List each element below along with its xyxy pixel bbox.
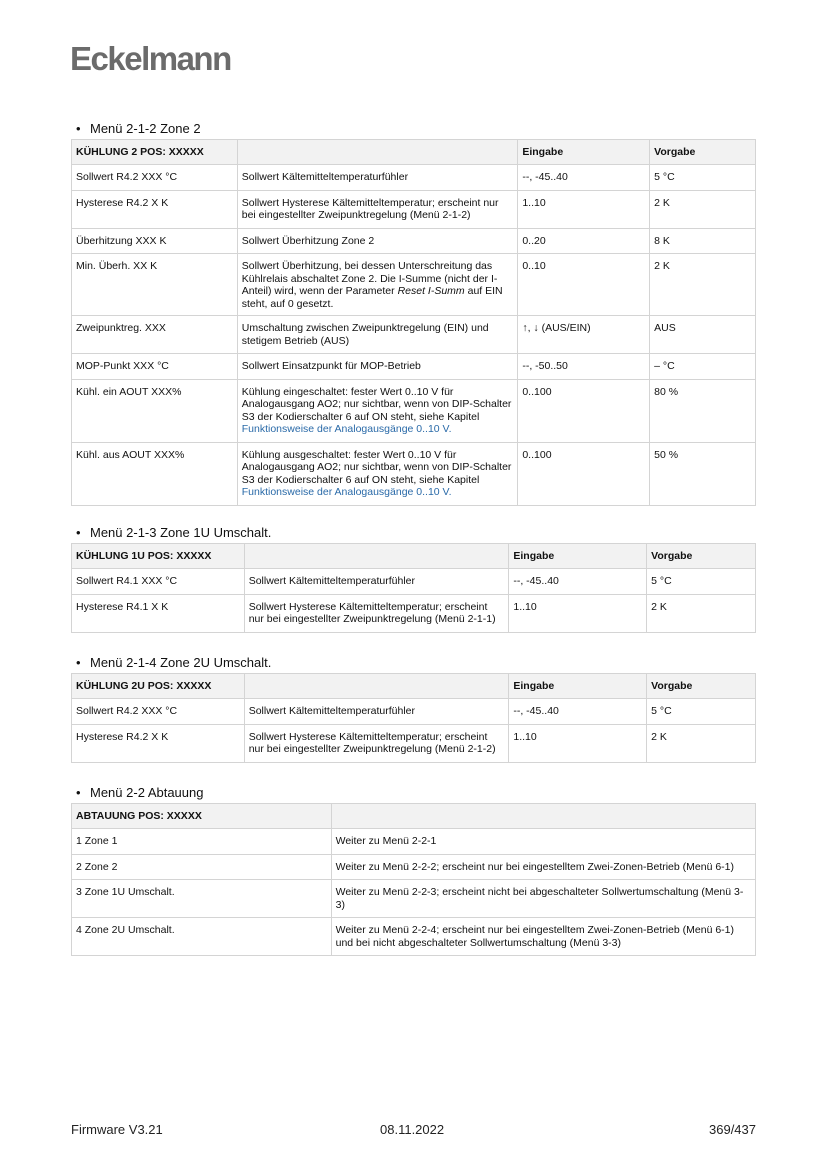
- cell: Sollwert Hysterese Kältemitteltemperatur; erscheint nur bei eingestellter Zweipunktregelung (Menü 2-1-1): [244, 594, 509, 632]
- table-row: [72, 442, 756, 505]
- cell: 3 Zone 1U Umschalt.: [72, 880, 332, 918]
- cell: – °C: [650, 354, 756, 380]
- cell: Hysterese R4.2 X K: [72, 724, 245, 762]
- table-row: [72, 854, 756, 880]
- cell: Sollwert Kältemitteltemperaturfühler: [244, 699, 509, 725]
- table-row: [72, 594, 756, 632]
- footer-page-number: 369/437: [709, 1122, 756, 1137]
- cell: 80 %: [650, 379, 756, 442]
- table-row: [72, 254, 756, 316]
- cell: 5 °C: [650, 165, 756, 191]
- cell: Sollwert Kältemitteltemperaturfühler: [244, 569, 509, 595]
- cell: Sollwert Hysterese Kältemitteltemperatur; erscheint nur bei eingestellter Zweipunktregelung (Menü 2-1-2): [237, 190, 518, 228]
- cell: 5 °C: [647, 699, 756, 725]
- section-title-zone2u: • Menü 2-1-4 Zone 2U Umschalt.: [76, 655, 272, 670]
- table-abtauung: [71, 803, 756, 956]
- cell: 2 K: [647, 724, 756, 762]
- cell: 1..10: [518, 190, 650, 228]
- table-kuehlung-1u: [71, 543, 756, 633]
- cell: 2 Zone 2: [72, 854, 332, 880]
- table-kuehlung-2: [71, 139, 756, 506]
- cell-with-link: [237, 379, 518, 442]
- cell: --, -45..40: [509, 699, 647, 725]
- cell: Sollwert Kältemitteltemperaturfühler: [237, 165, 518, 191]
- col-header-pos: ABTAUUNG POS: XXXXX: [72, 804, 332, 829]
- col-header-pos: KÜHLUNG 2 POS: XXXXX: [72, 140, 238, 165]
- col-header-eingabe: Eingabe: [518, 140, 650, 165]
- footer-firmware: Firmware V3.21: [71, 1122, 163, 1137]
- cell: Zweipunktreg. XXX: [72, 316, 238, 354]
- table-row: [72, 379, 756, 442]
- cell: Kühl. aus AOUT XXX%: [72, 442, 238, 505]
- cell: Sollwert Überhitzung Zone 2: [237, 228, 518, 254]
- text-part: auf EIN steht, auf 0 gesetzt.: [241, 285, 503, 310]
- chapter-link[interactable]: Funktionsweise der Analogausgänge 0..10 V.: [241, 423, 452, 435]
- table-kuehlung-2u: [71, 673, 756, 763]
- cell: --, -45..40: [509, 569, 647, 595]
- cell: --, -45..40: [518, 165, 650, 191]
- cell: 8 K: [650, 228, 756, 254]
- cell: Weiter zu Menü 2-2-2; erscheint nur bei eingestelltem Zwei-Zonen-Betrieb (Menü 6-1): [331, 854, 755, 880]
- table-row: [72, 316, 756, 354]
- cell: Hysterese R4.1 X K: [72, 594, 245, 632]
- cell: 0..20: [518, 228, 650, 254]
- cell: Min. Überh. XX K: [72, 254, 238, 316]
- chapter-link[interactable]: Funktionsweise der Analogausgänge 0..10 V.: [241, 486, 452, 498]
- cell: 50 %: [650, 442, 756, 505]
- section-title-zone2: • Menü 2-1-2 Zone 2: [76, 121, 201, 136]
- cell: --, -50..50: [518, 354, 650, 380]
- cell: Kühl. ein AOUT XXX%: [72, 379, 238, 442]
- cell-with-link: [237, 442, 518, 505]
- col-header-eingabe: Eingabe: [509, 544, 647, 569]
- cell: Hysterese R4.2 X K: [72, 190, 238, 228]
- col-header-pos: KÜHLUNG 1U POS: XXXXX: [72, 544, 245, 569]
- cell: 5 °C: [647, 569, 756, 595]
- section-title-abtauung: • Menü 2-2 Abtauung: [76, 785, 204, 800]
- cell: 0..100: [518, 442, 650, 505]
- cell: 4 Zone 2U Umschalt.: [72, 918, 332, 956]
- col-header-pos: KÜHLUNG 2U POS: XXXXX: [72, 674, 245, 699]
- cell: ↑, ↓ (AUS/EIN): [518, 316, 650, 354]
- col-header-vorgabe: Vorgabe: [647, 674, 756, 699]
- cell: Sollwert Hysterese Kältemitteltemperatur; erscheint nur bei eingestellter Zweipunktregelung (Menü 2-1-2): [244, 724, 509, 762]
- cell: Überhitzung XXX K: [72, 228, 238, 254]
- col-header-vorgabe: Vorgabe: [647, 544, 756, 569]
- cell: Sollwert R4.1 XXX °C: [72, 569, 245, 595]
- cell: 2 K: [650, 190, 756, 228]
- table-row: [72, 165, 756, 191]
- cell: 1..10: [509, 724, 647, 762]
- cell: Sollwert R4.2 XXX °C: [72, 165, 238, 191]
- cell: 2 K: [647, 594, 756, 632]
- cell: AUS: [650, 316, 756, 354]
- section-title-zone1u: • Menü 2-1-3 Zone 1U Umschalt.: [76, 525, 272, 540]
- cell: MOP-Punkt XXX °C: [72, 354, 238, 380]
- cell: 2 K: [650, 254, 756, 316]
- cell: Umschaltung zwischen Zweipunktregelung (EIN) und stetigem Betrieb (AUS): [237, 316, 518, 354]
- cell: 1..10: [509, 594, 647, 632]
- cell: Sollwert R4.2 XXX °C: [72, 699, 245, 725]
- cell: 1 Zone 1: [72, 829, 332, 855]
- cell: 0..100: [518, 379, 650, 442]
- footer-date: 08.11.2022: [380, 1122, 445, 1137]
- text-part: Kühlung ausgeschaltet: fester Wert 0..10 V für Analogausgang AO2; nur sichtbar, wenn von DIP-Schalter S3 der Kodierschalter 6 auf ON steht, siehe Kapitel: [241, 448, 512, 486]
- cell: 0..10: [518, 254, 650, 316]
- param-name: Reset I-Summ: [397, 285, 465, 297]
- table-row: [72, 918, 756, 956]
- cell: Weiter zu Menü 2-2-1: [331, 829, 755, 855]
- company-logo: Eckelmann: [70, 40, 231, 77]
- table-row: [72, 829, 756, 855]
- text-part: Sollwert Überhitzung, bei dessen Unterschreitung das Kühlrelais abschaltet Zone 2. Die I-Summe (nicht der I-Anteil) wird, wenn der Parameter: [241, 260, 498, 297]
- table-row: [72, 228, 756, 254]
- table-row: [72, 354, 756, 380]
- col-header-vorgabe: Vorgabe: [650, 140, 756, 165]
- table-row: [72, 699, 756, 725]
- table-row: [72, 190, 756, 228]
- col-header-desc: [237, 140, 518, 165]
- cell: Weiter zu Menü 2-2-4; erscheint nur bei eingestelltem Zwei-Zonen-Betrieb (Menü 6-1) und bei nicht abgeschalteter Sollwertumschaltung (Menü 3-3): [331, 918, 755, 956]
- cell-min-oberh-desc: [237, 254, 518, 316]
- table-row: [72, 880, 756, 918]
- text-part: Kühlung eingeschaltet: fester Wert 0..10 V für Analogausgang AO2; nur sichtbar, wenn von DIP-Schalter S3 der Kodierschalter 6 auf ON steht, siehe Kapitel: [241, 385, 512, 423]
- table-row: [72, 569, 756, 595]
- col-header-desc: [244, 674, 509, 699]
- table-row: [72, 724, 756, 762]
- col-header-desc: [331, 804, 755, 829]
- cell: Sollwert Einsatzpunkt für MOP-Betrieb: [237, 354, 518, 380]
- cell: Weiter zu Menü 2-2-3; erscheint nicht bei abgeschalteter Sollwertumschaltung (Menü 3-3): [331, 880, 755, 918]
- col-header-desc: [244, 544, 509, 569]
- col-header-eingabe: Eingabe: [509, 674, 647, 699]
